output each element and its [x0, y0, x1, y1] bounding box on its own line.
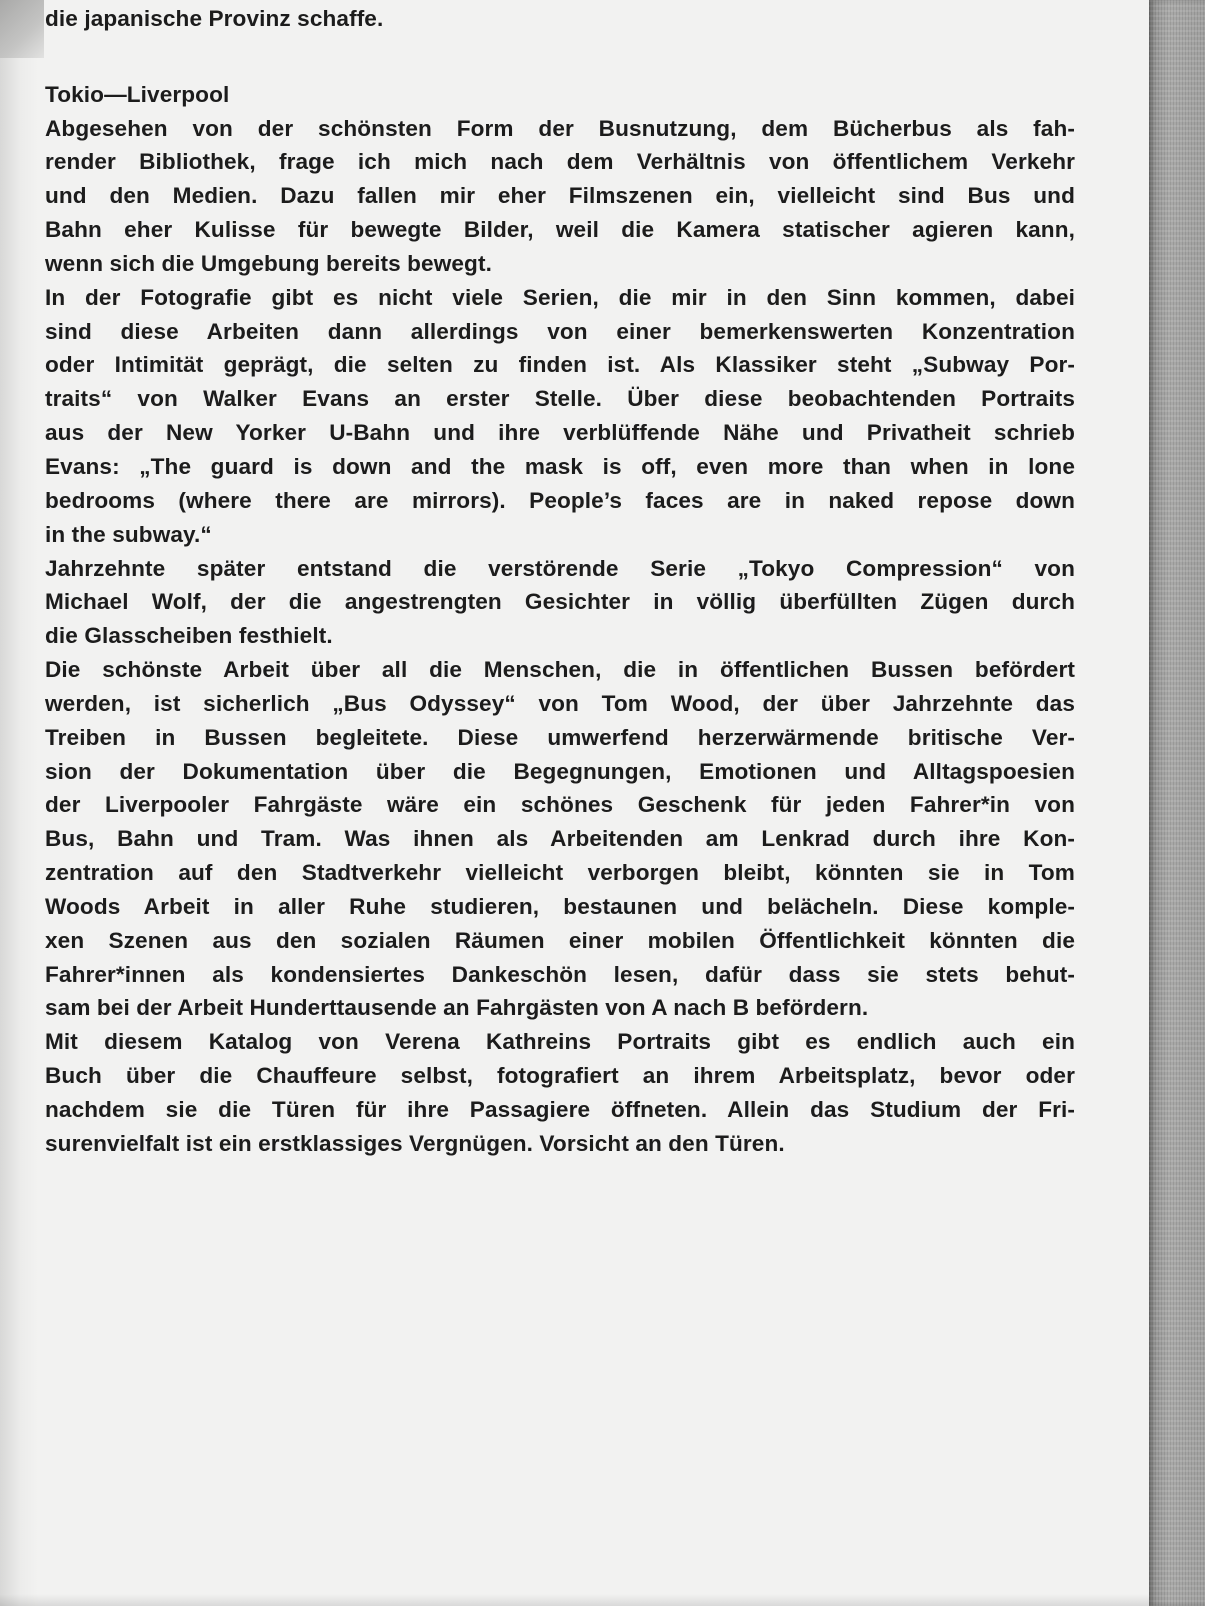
text-line: Fahrer*innen als kondensiertes Dankeschön lesen, dafür dass sie stets behut- [45, 961, 1075, 987]
text-line: aus der New Yorker U-Bahn und ihre verblüffende Nähe und Privatheit schrieb [45, 420, 1075, 446]
text-line: die japanische Provinz schaffe. [45, 6, 384, 31]
text-column [45, 2, 1075, 1161]
section-heading: Tokio—Liverpool [45, 81, 230, 107]
text-line: Michael Wolf, der die angestrengten Gesichter in völlig überfüllten Zügen durch [45, 589, 1075, 615]
text-line: die Glasscheiben festhielt. [45, 623, 333, 649]
text-line: Mit diesem Katalog von Verena Kathreins Portraits gibt es endlich auch ein [45, 1029, 1075, 1055]
text-line: zentration auf den Stadtverkehr vielleicht verborgen bleibt, könnten sie in Tom [45, 860, 1075, 886]
text-line: xen Szenen aus den sozialen Räumen einer mobilen Öffentlichkeit könnten die [45, 927, 1075, 953]
text-line: Buch über die Chauffeure selbst, fotografiert an ihrem Arbeitsplatz, bevor oder [45, 1063, 1075, 1089]
text-line: Bahn eher Kulisse für bewegte Bilder, weil die Kamera statischer agieren kann, [45, 217, 1075, 243]
text-line: sam bei der Arbeit Hunderttausende an Fahrgästen von A nach B befördern. [45, 995, 869, 1021]
background-corner-patch [0, 0, 44, 58]
text-line: werden, ist sicherlich „Bus Odyssey“ von Tom Wood, der über Jahrzehnte das [45, 690, 1075, 716]
text-line: und den Medien. Dazu fallen mir eher Filmszenen ein, vielleicht sind Bus und [45, 183, 1075, 209]
text-line: nachdem sie die Türen für ihre Passagiere öffneten. Allein das Studium der Fri- [45, 1097, 1075, 1122]
text-line: wenn sich die Umgebung bereits bewegt. [45, 250, 492, 276]
page-left-edge [0, 0, 38, 1606]
text-line: surenvielfalt ist ein erstklassiges Vergnügen. Vorsicht an den Türen. [45, 1130, 785, 1156]
text-line: In der Fotografie gibt es nicht viele Serien, die mir in den Sinn kommen, dabei [45, 284, 1075, 310]
text-line: der Liverpooler Fahrgäste wäre ein schönes Geschenk für jeden Fahrer*in von [45, 792, 1075, 818]
text-line: oder Intimität geprägt, die selten zu finden ist. Als Klassiker steht „Subway Por- [45, 352, 1075, 378]
text-line: Abgesehen von der schönsten Form der Busnutzung, dem Bücherbus als fah- [45, 115, 1075, 141]
text-line: sion der Dokumentation über die Begegnungen, Emotionen und Alltagspoesien [45, 758, 1075, 784]
text-line: in the subway.“ [45, 521, 212, 547]
text-line: Die schönste Arbeit über all die Menschen, die in öffentlichen Bussen befördert [45, 657, 1075, 683]
text-line: Bus, Bahn und Tram. Was ihnen als Arbeitenden am Lenkrad durch ihre Kon- [45, 826, 1075, 852]
blank-line [45, 36, 1075, 70]
text-line: Woods Arbeit in aller Ruhe studieren, bestaunen und belächeln. Diese komple- [45, 893, 1075, 919]
text-line: sind diese Arbeiten dann allerdings von einer bemerkenswerten Konzentration [45, 318, 1075, 344]
text-line: Treiben in Bussen begleitete. Diese umwerfend herzerwärmende britische Ver- [45, 724, 1075, 750]
text-line: Evans: „The guard is down and the mask is off, even more than when in lone [45, 453, 1075, 479]
text-line: Jahrzehnte später entstand die verstörende Serie „Tokyo Compression“ von [45, 555, 1075, 581]
page-bottom-shadow [0, 1594, 1149, 1606]
text-line: bedrooms (where there are mirrors). People’s faces are in naked repose down [45, 487, 1075, 513]
text-line: traits“ von Walker Evans an erster Stelle. Über diese beobachtenden Portraits [45, 386, 1075, 412]
text-line: render Bibliothek, frage ich mich nach dem Verhältnis von öffentlichem Verkehr [45, 149, 1075, 175]
book-fore-edge [1149, 0, 1205, 1606]
